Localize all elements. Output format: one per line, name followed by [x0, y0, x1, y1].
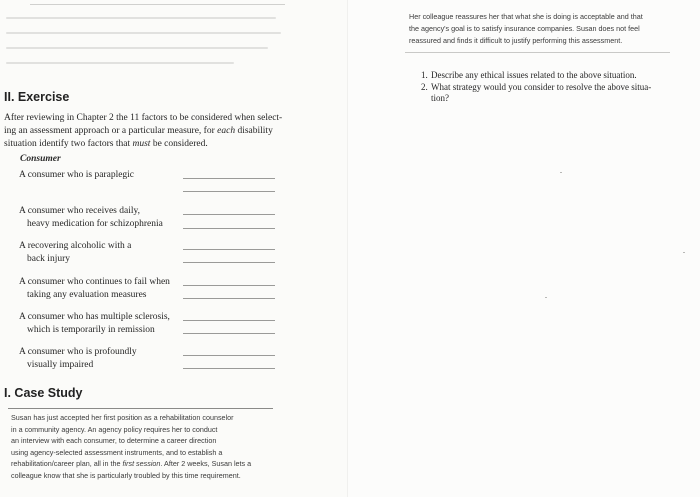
exercise-item: A consumer who is paraplegic [19, 169, 279, 182]
case-study-continuation: Her colleague reassures her that what she is doing is acceptable and that the agency's goal is to satisfy insurance companies. Susan does not feel reassured and finds it difficult to justify performing this assessment. [409, 12, 643, 45]
answer-line[interactable] [183, 191, 275, 192]
answer-line[interactable] [183, 178, 275, 179]
answer-line[interactable] [183, 368, 275, 369]
case-study-rule [8, 408, 273, 409]
answer-line[interactable] [183, 355, 275, 356]
exercise-item: A consumer who has multiple sclerosis, which is temporarily in remission [19, 311, 279, 336]
faded-rule [30, 4, 285, 5]
continuation-rule [405, 52, 670, 53]
question-item: 1. Describe any ethical issues related to the above situation. [421, 70, 637, 80]
exercise-item: A consumer who receives daily, heavy medication for schizophrenia [19, 205, 279, 230]
exercise-item: A recovering alcoholic with a back injury [19, 240, 279, 265]
left-page [0, 0, 348, 497]
answer-line[interactable] [183, 333, 275, 334]
answer-line[interactable] [183, 214, 275, 215]
answer-line[interactable] [183, 298, 275, 299]
answer-line[interactable] [183, 249, 275, 250]
page-speck [560, 172, 562, 173]
case-study-heading: I. Case Study [4, 386, 83, 400]
question-list [421, 70, 671, 105]
exercise-item: A consumer who continues to fail when taking any evaluation measures [19, 276, 279, 301]
answer-line[interactable] [183, 285, 275, 286]
case-study-body: Susan has just accepted her first position as a rehabilitation counselor in a community agency. An agency policy requires her to conduct an interview with each consumer, to determine a career direction using agency-selected assessment instruments, and to establish a rehabilitation/career plan, all in the first session. After 2 weeks, Susan lets a colleague know that she is particularly troubled by this time requirement. [11, 413, 252, 480]
answer-line[interactable] [183, 320, 275, 321]
consumer-column-label: Consumer [20, 154, 61, 164]
exercise-item: A consumer who is profoundly visually impaired [19, 346, 279, 371]
page-speck [545, 297, 547, 298]
question-item: 2. What strategy would you consider to resolve the above situa- tion? [421, 81, 652, 103]
faded-previous-text [0, 0, 290, 78]
exercise-heading: II. Exercise [4, 90, 70, 104]
answer-line[interactable] [183, 262, 275, 263]
answer-line[interactable] [183, 228, 275, 229]
page-speck [683, 252, 685, 253]
exercise-intro: After reviewing in Chapter 2 the 11 factors to be considered when select- ing an assessment approach or a particular measure, for each disability situation identify two factors that must be considered. [4, 113, 283, 149]
